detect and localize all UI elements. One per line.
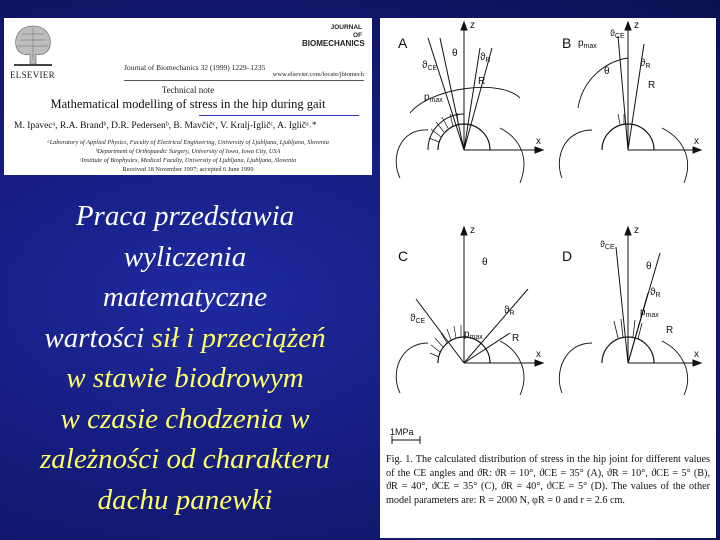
svg-text:pmax: $p_{max}$ bbox=[578, 38, 597, 50]
svg-text:ϑR: $ϑ_R$ bbox=[640, 58, 651, 70]
svg-text:x: x bbox=[536, 349, 541, 360]
header-divider bbox=[124, 80, 364, 81]
slide-line-3: matematyczne bbox=[102, 281, 268, 313]
svg-text:A: A bbox=[398, 35, 408, 51]
svg-text:x: x bbox=[694, 136, 699, 147]
svg-text:ϑR: $ϑ_R$ bbox=[480, 52, 491, 64]
svg-text:z: z bbox=[470, 225, 475, 236]
svg-text:ϑR: $ϑ_R$ bbox=[650, 287, 661, 299]
figure-diagrams bbox=[380, 18, 716, 448]
affiliation-a: ᵃLaboratory of Applied Physics, Faculty of Electrical Engineering, University of Ljubljana, Ljubljana, Slovenia bbox=[47, 139, 329, 146]
panel-c bbox=[396, 225, 543, 395]
svg-text:pmax: $p_{max}$ bbox=[424, 92, 443, 104]
svg-text:ϑR: $ϑ_R$ bbox=[504, 305, 515, 317]
scale-label: 1MPa bbox=[390, 427, 414, 437]
slide-line-7: zależności od charakteru bbox=[40, 443, 330, 475]
paper-title: Mathematical modelling of stress in the hip during gait bbox=[50, 97, 326, 111]
slide-line-6: w czasie chodzenia w bbox=[60, 402, 310, 435]
paper-authors: M. Ipavecᵃ, R.A. Brandᵇ, D.R. Pedersenᵇ, B. Mavčičᶜ, V. Kralj-Igličᶜ, A. Igličᵃ˒* bbox=[14, 121, 317, 131]
svg-text:pmax: $p_{max}$ bbox=[640, 307, 659, 319]
panel-d bbox=[559, 225, 701, 395]
svg-text:θ: θ bbox=[604, 66, 610, 77]
svg-text:z: z bbox=[634, 20, 639, 31]
highlighted-phrase: sił i przeciążeń bbox=[151, 321, 326, 354]
svg-text:x: x bbox=[694, 349, 699, 360]
svg-text:B: B bbox=[562, 35, 572, 51]
svg-text:R: R bbox=[648, 80, 656, 91]
slide-line-4: wartości sił i przeciążeń bbox=[44, 321, 326, 354]
svg-text:R: R bbox=[478, 76, 486, 87]
slide-line-8: dachu panewki bbox=[97, 483, 273, 516]
svg-text:θ: θ bbox=[452, 48, 458, 59]
received-dates: Received 18 November 1997; accepted 6 June 1999 bbox=[122, 166, 254, 173]
svg-text:ϑCE: $ϑ_{CE}$ bbox=[610, 28, 625, 40]
journal-citation: Journal of Biomechanics 32 (1999) 1229–1235 bbox=[124, 63, 266, 72]
svg-text:R: R bbox=[512, 333, 520, 344]
svg-text:R: R bbox=[666, 325, 674, 336]
svg-text:ϑCE: $ϑ_{CE}$ bbox=[600, 239, 615, 251]
svg-text:ϑCE: $ϑ_{CE}$ bbox=[422, 60, 438, 72]
svg-text:x: x bbox=[536, 136, 541, 147]
svg-text:z: z bbox=[634, 225, 639, 236]
svg-text:z: z bbox=[470, 20, 475, 31]
stress-distribution-figure bbox=[380, 18, 716, 538]
affiliation-b: ᵇDepartment of Orthopaedic Surgery, University of Iowa, Iowa City, USA bbox=[95, 148, 281, 155]
svg-text:C: C bbox=[398, 248, 409, 264]
note-type: Technical note bbox=[161, 85, 215, 95]
slide-line-5: w stawie biodrowym bbox=[66, 362, 304, 394]
svg-text:θ: θ bbox=[482, 257, 488, 268]
publisher-name: ELSEVIER bbox=[10, 70, 55, 80]
slide-line-1: Praca przedstawia bbox=[75, 200, 295, 232]
panel-a bbox=[396, 20, 543, 183]
journal-url: www.elsevier.com/locate/jbiomech bbox=[272, 71, 364, 78]
journal-logo-text: JOURNAL OF BIOMECHANICS bbox=[302, 24, 365, 48]
figure-caption: Fig. 1. The calculated distribution of stress in the hip joint for different values of the CE angles and ϑR: ϑR = 10°, ϑCE = 35° (A), ϑR = 10°, ϑCE = 5° (B), ϑR = 40°, ϑCE = 35° (C), ϑR = 40°, ϑCE = 5° (D). The values of the other model parameters are: R = 2000 N, φR = 0 and r = 2.6 cm. bbox=[386, 454, 710, 506]
title-underline bbox=[199, 115, 359, 116]
elsevier-tree-logo bbox=[10, 20, 56, 68]
svg-text:pmax: $p_{max}$ bbox=[464, 329, 483, 341]
paper-header-image bbox=[4, 18, 372, 175]
panel-b bbox=[559, 20, 701, 183]
svg-text:D: D bbox=[562, 248, 573, 264]
slide-description bbox=[0, 196, 370, 520]
svg-text:θ: θ bbox=[646, 261, 652, 272]
svg-text:ϑCE: $ϑ_{CE}$ bbox=[410, 313, 426, 325]
affiliation-c: ᶜInstitute of Biophysics, Medical Faculty, University of Ljubljana, Ljubljana, Slovenia bbox=[79, 157, 297, 164]
slide-line-2: wyliczenia bbox=[123, 240, 247, 273]
